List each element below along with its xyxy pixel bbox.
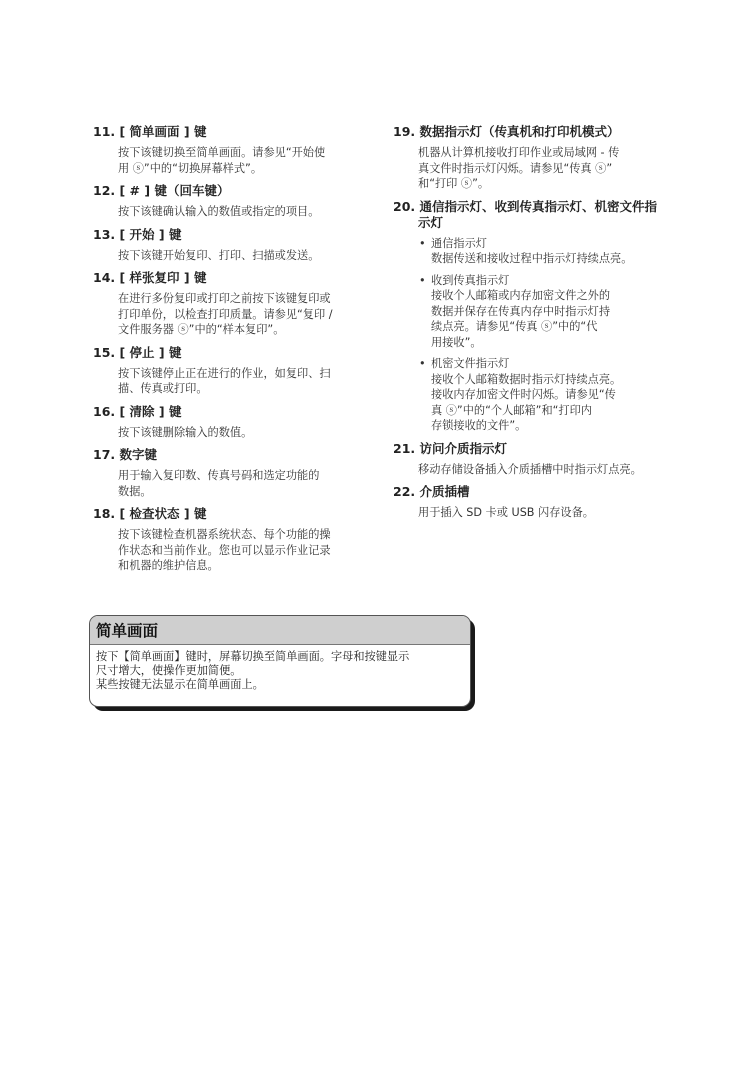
item-heading: 18. [ 检查状态 ] 键 [93, 506, 207, 521]
item-description: 按下该键确认输入的数值或指定的项目。 [118, 205, 320, 218]
list-item: • 机密文件指示灯 接收个人邮箱数据时指示灯持续点亮。 接收内存加密文件时闪烁。请参见“传 真 ⓢ”中的“个人邮箱”和“打印内 存锁接收的文件”。 [431, 356, 676, 434]
note-box [89, 615, 471, 707]
item-description: 按下该键开始复印、打印、扫描或发送。 [118, 248, 320, 262]
item-20 [393, 199, 676, 434]
note-panel [89, 615, 471, 707]
item-heading: 21. 访问介质指示灯 [393, 440, 507, 456]
item-heading: 17. 数字键 [93, 447, 157, 462]
item-17 [93, 447, 373, 499]
item-description: 在进行多份复印或打印之前按下该键复印或 打印单份，以检查打印质量。请参见“复印 / 文件服务器 ⓢ”中的“样本复印”。 [118, 292, 333, 336]
item-heading: 19. 数据指示灯（传真机和打印机模式） [393, 124, 620, 139]
item-heading: 22. 介质插槽 [393, 484, 470, 499]
list-item: • 通信指示灯 数据传送和接收过程中指示灯持续点亮。 [431, 236, 676, 267]
item-22 [393, 484, 676, 521]
item-13 [93, 227, 373, 264]
item-12 [93, 183, 373, 220]
item-18 [93, 506, 373, 574]
item-heading: 20. 通信指示灯、收到传真指示灯、机密文件指 示灯 [393, 198, 657, 230]
item-description: 移动存储设备插入介质插槽中时指示灯点亮。 [418, 462, 642, 476]
item-description: 用于输入复印数、传真号码和选定功能的 数据。 [118, 469, 320, 498]
item-heading: 16. [ 清除 ] 键 [93, 403, 182, 419]
item-heading: 13. [ 开始 ] 键 [93, 226, 182, 242]
indicator-list [431, 236, 676, 434]
item-heading: 14. [ 样张复印 ] 键 [93, 270, 207, 285]
note-title: 简单画面 [96, 622, 159, 640]
item-21 [393, 441, 676, 478]
item-heading: 12. [ # ] 键（回车键） [93, 183, 230, 198]
item-16 [93, 404, 373, 441]
item-description: 按下该键切换至简单画面。请参见“开始使 用 ⓢ”中的“切换屏幕样式”。 [118, 146, 326, 175]
item-description: 按下该键删除输入的数值。 [118, 425, 253, 439]
item-description: 用于插入 SD 卡或 USB 闪存设备。 [418, 506, 594, 519]
item-14 [93, 270, 373, 338]
item-15 [93, 345, 373, 397]
item-description: 按下该键停止正在进行的作业，如复印、扫 描、传真或打印。 [118, 366, 331, 395]
item-description: 按下该键检查机器系统状态、每个功能的操 作状态和当前作业。您也可以显示作业记录 和机器的维护信息。 [118, 528, 331, 572]
item-11 [93, 124, 373, 176]
item-description: 机器从计算机接收打印作业或局域网 - 传 真文件时指示灯闪烁。请参见“传真 ⓢ” 和“打印 ⓢ”。 [418, 146, 620, 190]
note-body: 按下【简单画面】键时，屏幕切换至简单画面。字母和按键显示 尺寸增大，使操作更加简便。 某些按键无法显示在简单画面上。 [96, 650, 410, 691]
left-column [93, 124, 373, 581]
note-header [90, 616, 470, 645]
item-heading: 11. [ 简单画面 ] 键 [93, 124, 207, 139]
item-19 [393, 124, 676, 192]
right-column [393, 124, 676, 528]
list-item: • 收到传真指示灯 接收个人邮箱或内存加密文件之外的 数据并保存在传真内存中时指示灯持 续点亮。请参见“传真 ⓢ”中的“代 用接收”。 [431, 273, 676, 351]
item-heading: 15. [ 停止 ] 键 [93, 344, 182, 360]
